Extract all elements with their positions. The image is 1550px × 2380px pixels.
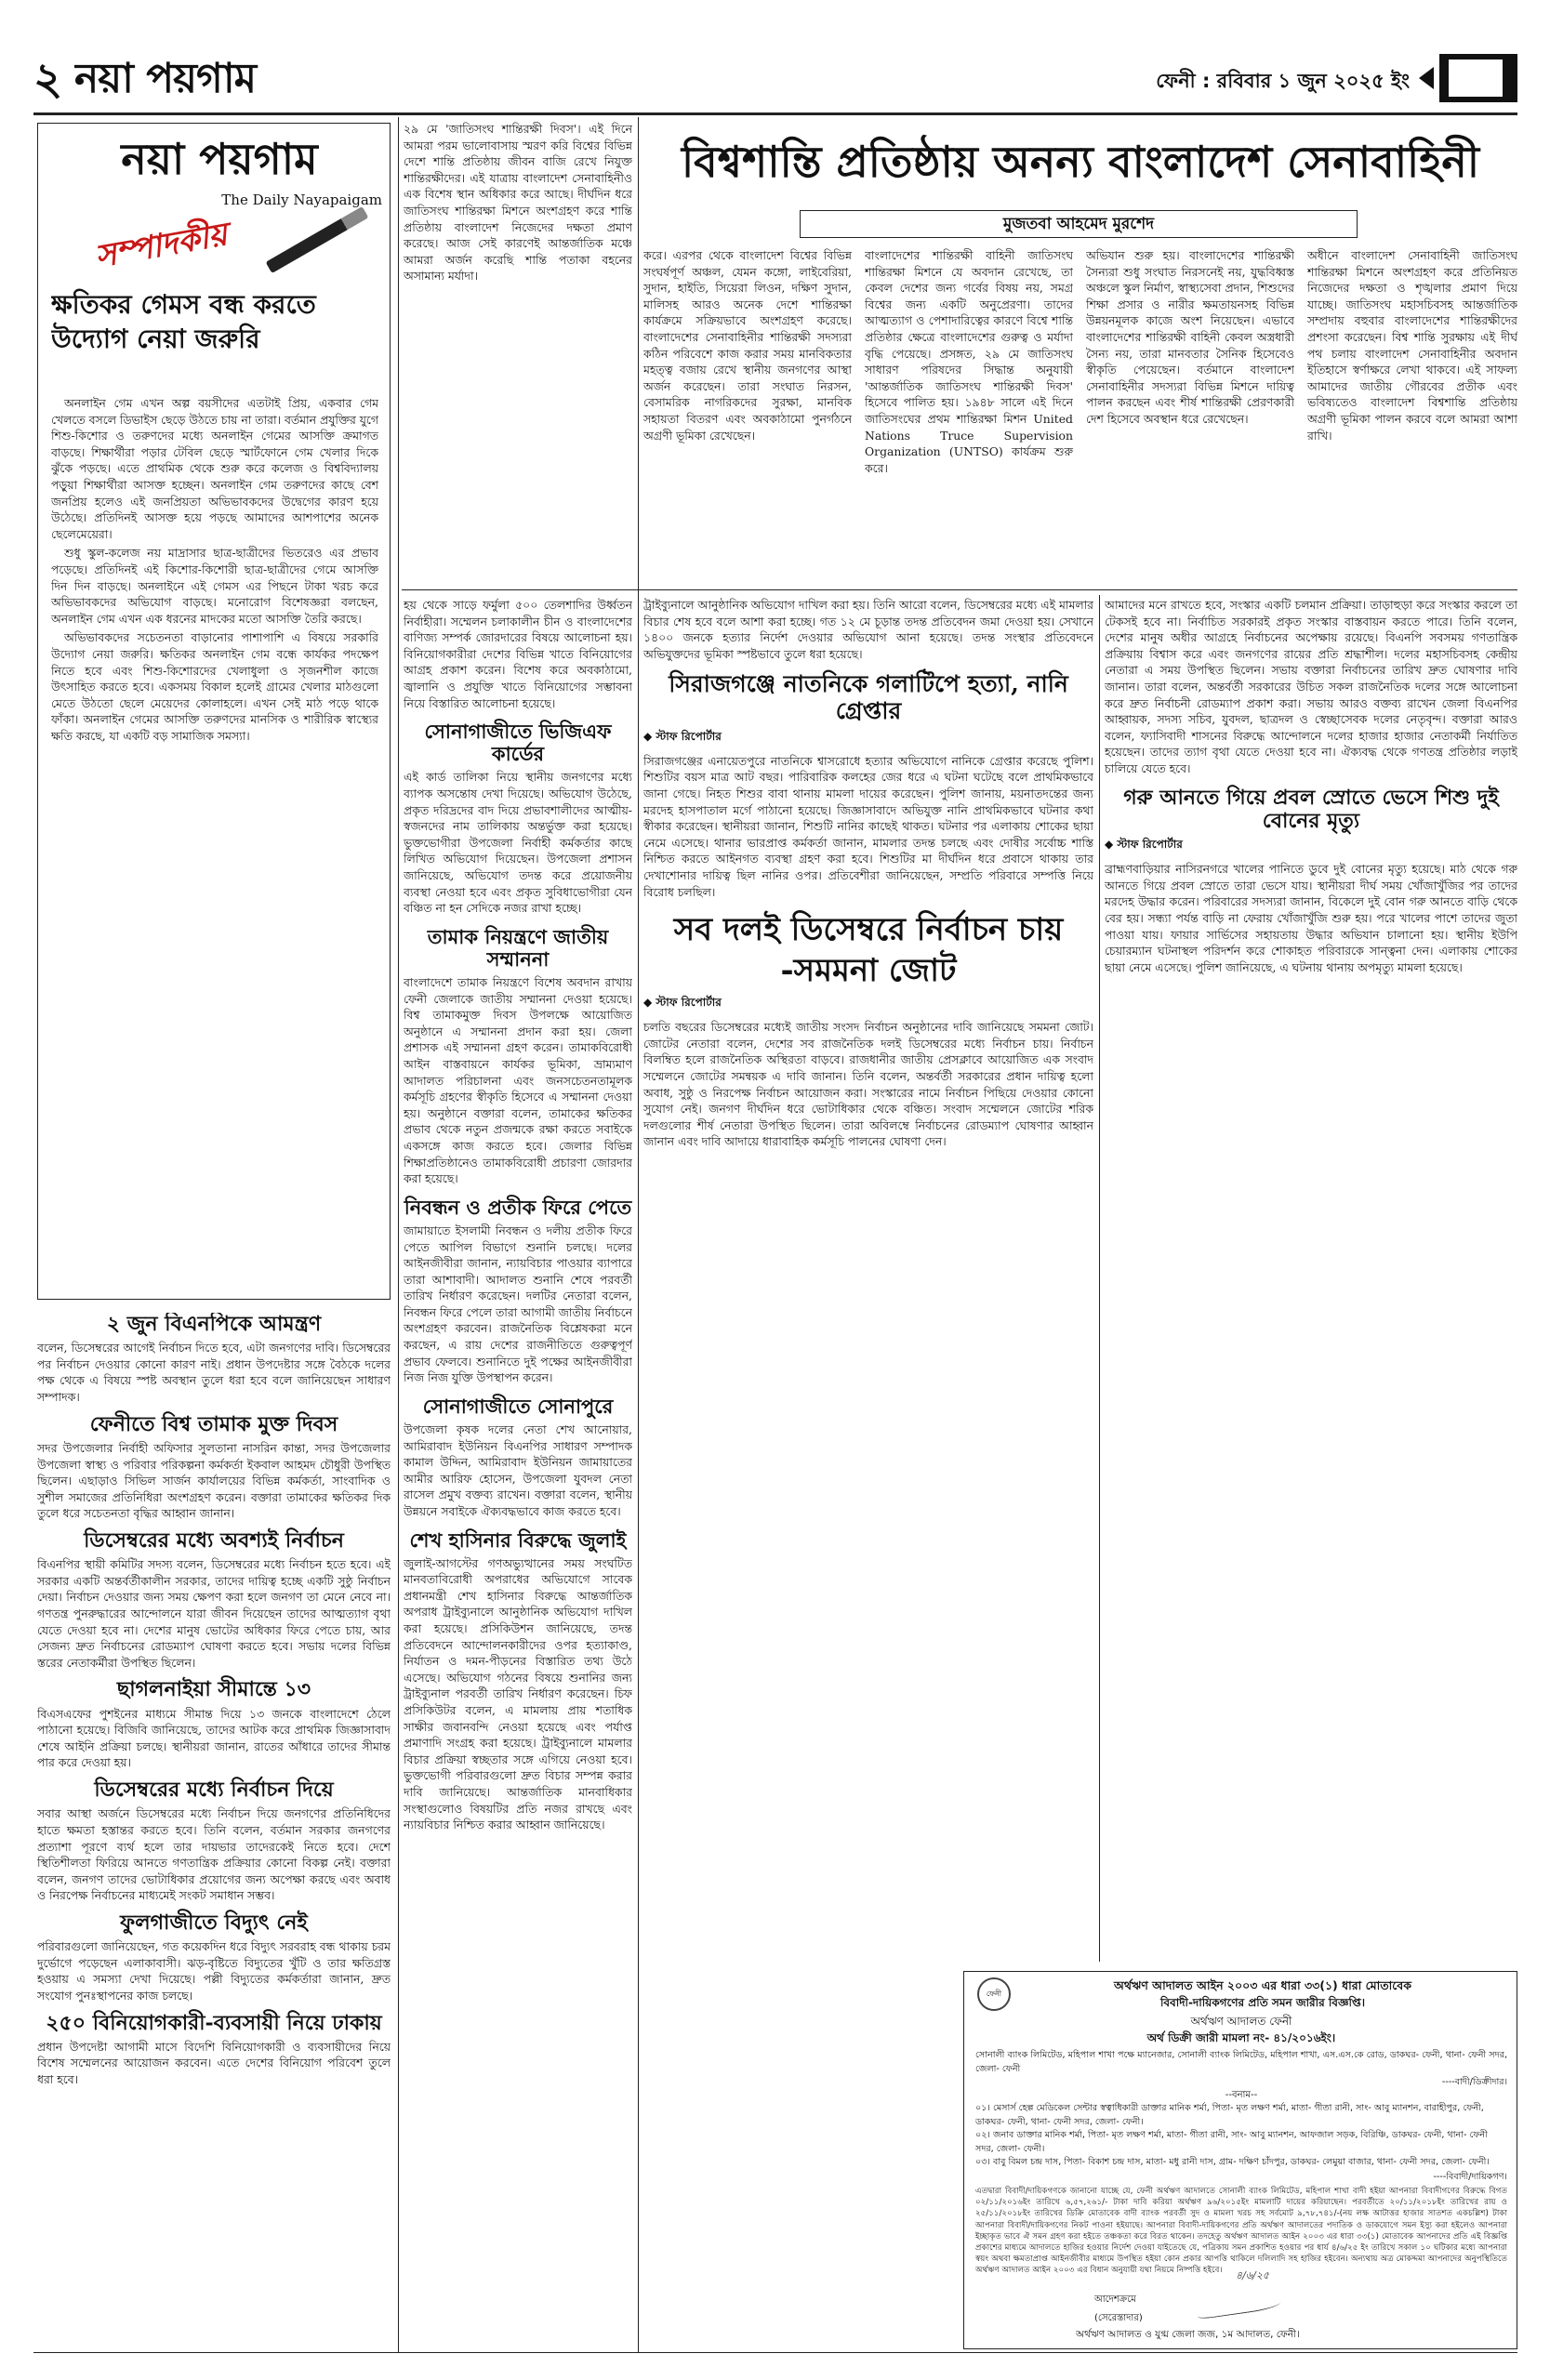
headline: সোনাগাজীতে ভিজিএফ কার্ডের [424, 720, 612, 766]
article-body: বলেন, ডিসেম্বরের আগেই নির্বাচন দিতে হবে, এটা জনগণের দাবি। ডিসেম্বরের পর নির্বাচন দেওয়ার কোনো কারণ নাই। প্রধান উপদেষ্টার সঙ্গে বৈঠকে দলের পক্ষ থেকে এ বিষয়ে স্পষ্ট অবস্থান তুলে ধরা হবে বলে জানিয়েছেন সাধারণ সম্পাদক। [37, 1341, 391, 1405]
article-body: জামায়াতে ইসলামী নিবন্ধন ও দলীয় প্রতীক ফিরে পেতে আপিল বিভাগে শুনানি চলছে। দলের আইনজীবীরা জানান, ন্যায়বিচার পাওয়ার ব্যাপারে তারা আশাবাদী। আদালত শুনানি শেষে পরবর্তী তারিখ নির্ধারণ করেছেন। দলটির নেতারা বলেন, নিবন্ধন ফিরে পেলে তারা আগামী জাতীয় নির্বাচনে অংশগ্রহণ করবেন। রাজনৈতিক বিশ্লেষকরা মনে করছেন, এ রায় দেশের রাজনীতিতে গুরুত্বপূর্ণ প্রভাব ফেলবে। শুনানিতে দুই পক্ষের আইনজীবীরা নিজ নিজ যুক্তি উপস্থাপন করেন। [404, 1223, 632, 1385]
headline: ২৫০ বিনিয়োগকারী-ব্যবসায়ী নিয়ে ঢাকায় [46, 2010, 382, 2035]
page-header [33, 46, 1517, 112]
article-body: পরিবারগুলো জানিয়েছেন, গত কয়েকদিন ধরে বিদ্যুৎ সরবরাহ বন্ধ থাকায় চরম দুর্ভোগে পড়েছেন এলাকাবাসী। ঝড়-বৃষ্টিতে বিদ্যুতের খুঁটি ও তার ক্ষতিগ্রস্ত হওয়ায় এ সমস্যা দেখা দিয়েছে। পল্লী বিদ্যুতের কর্মকর্তারা জানান, দ্রুত সংযোগ পুনঃস্থাপনের কাজ চলছে। [37, 1939, 391, 2003]
article-body: করে। এরপর থেকে বাংলাদেশ বিশ্বের বিভিন্ন সংঘর্ষপূর্ণ অঞ্চল, যেমন কঙ্গো, লাইবেরিয়া, সুদান, হাইতি, সিয়েরা লিওন, দক্ষিণ সুদান, মালিসহ আরও অনেক দেশে শান্তিরক্ষা কার্যক্রমে সক্রিয়ভাবে অংশগ্রহণ করেছে। বাংলাদেশের সেনাবাহিনীর শান্তিরক্ষী সদস্যরা কঠিন পরিবেশে কাজ করার সময় মানবিকতার মহত্ত্ব বজায় রেখে স্থানীয় জনগণের আস্থা অর্জন করেছেন। তারা সংঘাত নিরসন, বেসামরিক নাগরিকদের সুরক্ষা, মানবিক সহায়তা বিতরণ এবং অবকাঠামো পুনর্গঠনে অগ্রণী ভূমিকা রেখেছেন। [643, 248, 852, 443]
notice-case-number: অর্থ ডিক্রী জারী মামলা নং- ৪১/২০১৬ইং। [1146, 2031, 1336, 2044]
notice-subheading: বিবাদী-দায়িকগণের প্রতি সমন জারীর বিজ্ঞপ্তি। [1159, 1996, 1366, 2009]
notice-body: এতদ্বারা বিবাদী/দায়িকগণকে জানানো যাচ্ছে যে, ফেনী অর্থঋণ আদালতে সোনালী ব্যাংক লিমিটেড, মহিপাল শাখা বাদী হইয়া আপনারা বিবাদীগণের বিরুদ্ধে বিগত ০২/১১/২০১৬ইং তারিখে ৬,৫৭,২৬১/- টাকা দাবি করিয়া অর্থঋণ ৯৬/২০১৫ইং মামলাটি দায়ের করিয়াছেন। পরবর্তীতে ২০/১১/২০১৮ইং তারিখের রায় ও ২৫/১১/২০১৮ইং তারিখের ডিক্রি মোতাবেক বাদী ব্যাংক পরবর্তী সুদ ও মামলা খরচ সহ সর্বমোট ৯,৭৮,৭৪১/-(নয় লক্ষ আটাত্তর হাজার সাতশত একচল্লিশ) টাকা আপনারা বিবাদী/দায়িকগণের নিকট পাওনা হইয়াছে। আপনারা বিবাদী-দায়িকগণের প্রতি অর্থঋণ আদালতের পদাতিক ও ডাকযোগে সমন ইস্যু করা হইলেও আপনারা ইচ্ছাকৃত ভাবে ঐ সমন গ্রহণ করা হইতে তঞ্চকতা করে বিরত থাকেন। তদহেতু অর্থঋণ আদালত আইন ২০০৩ এর ধারা ৩৩(১) মোতাবেক আপনাদের প্রতি এই বিজ্ঞপ্তি প্রকাশের মাধ্যমে আদালতে হাজির হওয়ার নির্দেশ দেওয়া যাইতেছে যে, পত্রিকায় সমন প্রকাশিত হওয়ার পর ধার্য ৪/৬/২৫ ইং তারিখে সকাল ১০ ঘটিকার মধ্যে আপনারা স্বয়ং অথবা ক্ষমতাপ্রাপ্ত আইনজীবীর মাধ্যমে উপস্থিত হইয়া কোন প্রকার আপত্তি থাকিলে দলিলাদি সহ হাজির হইবেন। অন্যথায় অত্র মোকদ্দমা আপনাদের অনুপস্থিতিতে অর্থঋণ আদালত আইন ২০০৩ এর বিধান অনুযায়ী যথা নিয়মে নিষ্পত্তি হইবে। [975, 2187, 1507, 2276]
section-rule [402, 589, 1517, 590]
article-body: বাংলাদেশে তামাক নিয়ন্ত্রণে বিশেষ অবদান রাখায় ফেনী জেলাকে জাতীয় সম্মাননা দেওয়া হয়েছে। বিশ্ব তামাকমুক্ত দিবস উপলক্ষে আয়োজিত অনুষ্ঠানে এ সম্মাননা প্রদান করা হয়। জেলা প্রশাসক এই সম্মাননা গ্রহণ করেন। তামাকবিরোধী আইন বাস্তবায়নে কার্যকর ভূমিকা, ভ্রাম্যমাণ আদালত পরিচালনা এবং জনসচেতনতামূলক কর্মসূচি গ্রহণের স্বীকৃতি হিসেবে এ সম্মাননা দেওয়া হয়। অনুষ্ঠানে বক্তারা বলেন, তামাকের ক্ষতিকর প্রভাব থেকে নতুন প্রজন্মকে রক্ষা করতে সবাইকে একসঙ্গে কাজ করতে হবে। জেলার বিভিন্ন শিক্ষাপ্রতিষ্ঠানেও তামাকবিরোধী প্রচারণা জোরদার করা হয়েছে। [404, 975, 632, 1186]
headline: ছাগলনাইয়া সীমান্তে ১৩ [116, 1677, 311, 1702]
lead-story-intro: ২৯ মে 'জাতিসংঘ শান্তিরক্ষী দিবস'। এই দিনে আমরা পরম ভালোবাসায় স্মরণ করি বিশ্বের বিভিন্ন দেশে শান্তি প্রতিষ্ঠায় জীবন বাজি রেখে নিযুক্ত শান্তিরক্ষীদের। এই যাত্রায় বাংলাদেশ সেনাবাহিনীও এক বিশেষ স্থান অধিকার করে আছে। দীর্ঘদিন ধরে জাতিসংঘ শান্তিরক্ষা মিশনে অংশগ্রহণ করে শান্তি প্রতিষ্ঠায় বাংলাদেশ নিজেদের দক্ষতা প্রমাণ করেছে। আজ সেই কারণেই আন্তর্জাতিক মঞ্চে আমরা অর্জন করেছি শান্তি পতাকা বহনের অসামান্য মর্যাদা। [404, 122, 632, 284]
notice-defendant-role: ----বিবাদী/দায়িকগণ। [1433, 2172, 1507, 2182]
editorial-section-label: সম্পাদকীয় [92, 216, 231, 276]
masthead-small: নয়া পয়গাম [74, 55, 257, 102]
article-body: ট্রাইব্যুনালে আনুষ্ঠানিক অভিযোগ দাখিল করা হয়। তিনি আরো বলেন, ডিসেম্বরের মধ্যে এই মামলার বিচার শেষ হবে বলে আশা করা হচ্ছে। গত ১২ মে চূড়ান্ত তদন্ত প্রতিবেদন জমা দেওয়া হয়। সেখানে ১৪০০ জনকে হত্যার নির্দেশ দেওয়ার অভিযোগ আনা হয়েছে। তদন্ত সংস্থার প্রতিবেদনে অভিযুক্তদের ভূমিকা স্পষ্টভাবে তুলে ধরা হয়েছে। [643, 598, 1093, 661]
byline-text: স্টাফ রিপোর্টার [656, 729, 722, 743]
seal-text: ফেনী [986, 1990, 1002, 1998]
article-body: সিরাজগঞ্জের এনায়েতপুরে নাতনিকে শ্বাসরোধে হত্যার অভিযোগে নানিকে গ্রেপ্তার করেছে পুলিশ। শিশুটির বয়স মাত্র আট বছর। পারিবারিক কলহের জের ধরে এ ঘটনা ঘটেছে বলে প্রাথমিকভাবে জানা গেছে। নিহত শিশুর বাবা থানায় মামলা দায়ের করেছেন। পুলিশ জানায়, ময়নাতদন্তের জন্য মরদেহ হাসপাতাল মর্গে পাঠানো হয়েছে। জিজ্ঞাসাবাদে অভিযুক্ত নানি প্রাথমিকভাবে ঘটনার কথা স্বীকার করেছেন। স্থানীয়রা জানান, শিশুটি নানির কাছেই থাকত। ঘটনার পর এলাকায় শোকের ছায়া নেমে এসেছে। থানার ভারপ্রাপ্ত কর্মকর্তা জানান, মামলার তদন্ত চলছে এবং দোষীর সর্বোচ্চ শাস্তি নিশ্চিত করতে আইনগত ব্যবস্থা গ্রহণ করা হবে। শিশুটির মা দীর্ঘদিন ধরে প্রবাসে থাকায় তার দেখাশোনার দায়িত্ব ছিল নানির ওপর। প্রতিবেশীরা জানিয়েছেন, সম্প্রতি পরিবারে সম্পত্তি নিয়ে বিরোধ চলছিল। [643, 753, 1093, 899]
headline: ২ জুন বিএনপিকে আমন্ত্রণ [106, 1313, 322, 1336]
court-seal-icon [977, 1977, 1011, 2011]
lead-story-byline: মুজতবা আহমেদ মুরশেদ [800, 210, 1358, 238]
headline: নিবন্ধন ও প্রতীক ফিরে পেতে [404, 1195, 632, 1219]
article-body: হয় থেকে সাড়ে ফর্মুলা ৫০০ তেলশাদির উর্ধ্বতন নির্বাহীরা। সম্মেলন চলাকালীন চীন ও বাংলাদেশের বাণিজ্য সম্পর্ক জোরদারের বিষয়ে আলোচনা হয়। বিনিয়োগকারীরা দেশের বিভিন্ন খাতে বিনিয়োগের আগ্রহ প্রকাশ করেন। বিশেষ করে অবকাঠামো, জ্বালানি ও প্রযুক্তি খাতে বিনিয়োগের সম্ভাবনা নিয়ে বিস্তারিত আলোচনা হয়েছে। [404, 598, 632, 710]
defendant-entry: ০১। মেসার্স হেল্প মেডিকেল সেন্টার স্বত্বাধিকারী ডাক্তার মানিক শর্মা, পিতা- মৃত লক্ষণ শর্মা, মাতা- গীতা রানী, সাং- আবু ম্যানশন, বারাহীপুর, ফেনী, ডাকঘর- ফেনী, থানা- ফেনী সদর, জেলা- ফেনী। [975, 2103, 1484, 2127]
byline: ◆ স্টাফ রিপোর্টার [643, 996, 722, 1010]
bottom-rule [33, 2352, 1517, 2353]
headline: গরু আনতে গিয়ে প্রবল স্রোতে ভেসে শিশু দুই বোনের মৃত্যু [1123, 785, 1499, 833]
editorial-logo: নয়া পয়গাম [121, 134, 318, 184]
headline: ডিসেম্বরের মধ্যে নির্বাচন দিয়ে [94, 1778, 334, 1803]
notice-signature-role: (সেরেস্তাদার) [1094, 2313, 1143, 2323]
paragraph: অভিভাবকদের সচেতনতা বাড়ানোর পাশাপাশি এ বিষয়ে সরকারি উদ্যোগ নেয়া জরুরি। ক্ষতিকর অনলাইন গেম বন্ধে কার্যকর পদক্ষেপ নিতে হবে এবং শিশু-কিশোরদের খেলাধুলা ও সৃজনশীল কাজে উৎসাহিত করতে হবে। একসময় বিকাল হলেই গ্রামের খেলার মাঠগুলো মেতে উঠতো ছেলে মেয়েদের কোলাহলে। এখন সেই মাঠ পড়ে থাকে ফাঁকা। অনলাইন গেমের আসক্তি তরুণদের মানসিক ও শারীরিক স্বাস্থ্যের ক্ষতি করছে, যা একটি বড় সামাজিক সমস্যা। [51, 630, 378, 743]
notice-order-label: আদেশক্রমে [1094, 2294, 1136, 2305]
notice-plaintiff: সোনালী ব্যাংক লিমিটেড, মহিপাল শাখা পক্ষে ম্যানেজার, সোনালী ব্যাংক লিমিটেড, মহিপাল শাখা, এস.এস.কে রোড, ডাকঘর- ফেনী, থানা- ফেনী সদর, জেলা- ফেনী [975, 2050, 1507, 2074]
lead-story-headline: বিশ্বশান্তি প্রতিষ্ঠায় অনন্য বাংলাদেশ সেনাবাহিনী [682, 137, 1479, 187]
byline: ◆ স্টাফ রিপোর্টার [1105, 838, 1183, 852]
editorial-body [51, 395, 378, 1288]
news-column-3 [643, 597, 1093, 1962]
headline: ফুলগাজীতে বিদ্যুৎ নেই [120, 1910, 308, 1935]
article-body: আমাদের মনে রাখতে হবে, সংস্কার একটি চলমান প্রক্রিয়া। তাড়াহুড়া করে সংস্কার করলে তা টেকসই হবে না। নির্বাচিত সরকারই প্রকৃত সংস্কার বাস্তবায়ন করতে পারে। তিনি বলেন, দেশের মানুষ অধীর আগ্রহে নির্বাচনের অপেক্ষায় রয়েছে। বিএনপি সবসময় গণতান্ত্রিক প্রক্রিয়ায় বিশ্বাস করে এবং জনগণের রায়ের প্রতি শ্রদ্ধাশীল। দলের মহাসচিবসহ কেন্দ্রীয় নেতারা এ সময় উপস্থিত ছিলেন। সভায় বক্তারা নির্বাচনের তারিখ দ্রুত ঘোষণার দাবি জানান। তারা বলেন, অন্তর্বর্তী সরকারের উচিত সকল রাজনৈতিক দলের সঙ্গে আলোচনা করে দ্রুত নির্বাচনী রোডম্যাপ প্রকাশ করা। সভায় আরও বক্তব্য রাখেন জেলা বিএনপির আহ্বায়ক, সদস্য সচিব, যুবদল, ছাত্রদল ও স্বেচ্ছাসেবক দলের নেতৃবৃন্দ। বক্তারা আরও বলেন, ফ্যাসিবাদী শাসনের বিরুদ্ধে আন্দোলনে দলের হাজার হাজার নেতাকর্মী নির্যাতিত হয়েছেন। তাদের ত্যাগ বৃথা যেতে দেওয়া হবে না। ঐক্যবদ্ধ থেকে গণতন্ত্র প্রতিষ্ঠার লড়াই চালিয়ে যেতে হবে। [1105, 598, 1517, 775]
article-body: সবার আস্থা অর্জনে ডিসেম্বরের মধ্যে নির্বাচন দিয়ে জনগণের প্রতিনিধিদের হাতে ক্ষমতা হস্তান্তর করতে হবে। তিনি বলেন, বর্তমান সরকার জনগণের প্রত্যাশা পূরণে ব্যর্থ হলে তার দায়ভার তাদেরকেই নিতে হবে। দেশে স্থিতিশীলতা ফিরিয়ে আনতে গণতান্ত্রিক প্রক্রিয়ার কোনো বিকল্প নেই। বক্তারা বলেন, জনগণ তাদের ভোটাধিকার প্রয়োগের জন্য অপেক্ষা করছে এবং অবাধ ও নিরপেক্ষ নির্বাচনের মাধ্যমেই সংকট সমাধান সম্ভব। [37, 1806, 391, 1903]
byline: ◆ স্টাফ রিপোর্টার [643, 729, 722, 743]
article-body: ব্রাহ্মণবাড়িয়ার নাসিরনগরে খালের পানিতে ডুবে দুই বোনের মৃত্যু হয়েছে। মাঠ থেকে গরু আনতে গিয়ে প্রবল স্রোতে তারা ভেসে যায়। স্থানীয়রা দীর্ঘ সময় খোঁজাখুঁজির পর তাদের মরদেহ উদ্ধার করেন। পরিবারের সদস্যরা জানান, বিকেলে দুই বোন গরু আনতে বাড়ি থেকে বের হয়। সন্ধ্যা পর্যন্ত বাড়ি না ফেরায় খোঁজাখুঁজি শুরু হয়। পরে খালের পাশে তাদের জুতা পাওয়া যায়। ফায়ার সার্ভিসের সহায়তায় উদ্ধার অভিযান চালানো হয়। স্থানীয় ইউপি চেয়ারম্যান ঘটনাস্থল পরিদর্শন করে শোকাহত পরিবারকে সান্ত্বনা দেন। এলাকায় শোকের ছায়া নেমে এসেছে। পুলিশ জানিয়েছে, এ ঘটনায় থানায় অপমৃত্যু মামলা হয়েছে। [1105, 862, 1517, 974]
header-rule [33, 112, 1517, 115]
page-number: ২ [33, 53, 63, 105]
notice-heading: অর্থঋণ আদালত আইন ২০০৩ এর ধারা ৩৩(১) ধারা মোতাবেক [1114, 1978, 1411, 1992]
left-news-column [37, 1313, 391, 2349]
article-body: অভিযান শুরু হয়। বাংলাদেশের শান্তিরক্ষী সৈন্যরা শুধু সংঘাত নিরসনেই নয়, যুদ্ধবিধ্বস্ত অঞ্চলে স্কুল নির্মাণ, স্বাস্থ্যসেবা প্রদান, শিশুদের শিক্ষা প্রসার ও নারীর ক্ষমতায়নসহ বিভিন্ন উন্নয়নমূলক কাজে অংশ নিয়েছেন। এভাবে বাংলাদেশের শান্তিরক্ষী বাহিনী কেবল অস্ত্রধারী সৈন্য নয়, তারা মানবতার সৈনিক হিসেবেও স্বীকৃতি পেয়েছেন। বর্তমানে বাংলাদেশ সেনাবাহিনীর সদস্যরা বিভিন্ন মিশনে দায়িত্ব পালন করছেন এবং শীর্ষ শান্তিরক্ষী প্রেরণকারী দেশ হিসেবে অবস্থান ধরে রেখেছেন। [1086, 248, 1294, 426]
notice-plaintiff-role: ----বাদী/ডিক্রীদার। [1441, 2077, 1507, 2087]
headline: শেখ হাসিনার বিরুদ্ধে জুলাই [409, 1527, 627, 1552]
paragraph: অনলাইন গেম এখন অল্প বয়সীদের এতটাই প্রিয়, একবার গেম খেলতে বসলে ডিভাইস ছেড়ে উঠতে চায় না তারা। বর্তমান প্রযুক্তির যুগে শিশু-কিশোর ও তরুণদের মধ্যে অনলাইন গেমের আসক্তি ক্রমাগত বাড়ছে। শিক্ষার্থীরা পড়ার টেবিল ছেড়ে স্মার্টফোনে গেম খেলার দিকে ঝুঁকে পড়ছে। এতে প্রাথমিক থেকে শুরু করে কলেজ ও বিশ্ববিদ্যালয় পড়ুয়া শিক্ষার্থীরা আসক্ত হচ্ছেন। অনলাইন গেম তরুণদের কাছে বেশ জনপ্রিয় হলেও এই জনপ্রিয়তা অভিভাবকদের উদ্বেগের কারণ হয়ে উঠেছে। প্রতিদিনই আসক্ত হয়ে পড়ছে আমাদের আশপাশের অনেক ছেলেমেয়েরা। [51, 396, 378, 541]
article-body: চলতি বছরের ডিসেম্বরের মধ্যেই জাতীয় সংসদ নির্বাচন অনুষ্ঠানের দাবি জানিয়েছে সমমনা জোট। জোটের নেতারা বলেন, দেশের সব রাজনৈতিক দলই ডিসেম্বরের মধ্যে নির্বাচন চায়। নির্বাচন বিলম্বিত হলে রাজনৈতিক অস্থিরতা বাড়বে। রাজধানীর জাতীয় প্রেসক্লাবে আয়োজিত এক সংবাদ সম্মেলনে জোটের সমন্বয়ক এ দাবি জানান। তিনি বলেন, অন্তর্বর্তী সরকারের প্রধান দায়িত্ব হলো অবাধ, সুষ্ঠু ও নিরপেক্ষ নির্বাচন আয়োজন করা। সংস্কারের নামে নির্বাচন পিছিয়ে দেওয়ার কোনো সুযোগ নেই। জনগণ দীর্ঘদিন ধরে ভোটাধিকার থেকে বঞ্চিত। সংবাদ সম্মেলনে জোটের শরিক দলগুলোর শীর্ষ নেতারা উপস্থিত ছিলেন। তারা অবিলম্বে নির্বাচনের রোডম্যাপ ঘোষণার আহ্বান জানান এবং দাবি আদায়ে ধারাবাহিক কর্মসূচি পালনের ঘোষণা দেন। [643, 1020, 1093, 1149]
headline: ফেনীতে বিশ্ব তামাক মুক্ত দিবস [89, 1411, 338, 1436]
column-rule [1099, 595, 1100, 1962]
column-rule [638, 117, 639, 2353]
lead-story-body [643, 247, 1517, 582]
news-column-2 [404, 597, 632, 2349]
page-tab-box-inner [1449, 60, 1503, 97]
article-body: বিএসএফের পুশইনের মাধ্যমে সীমান্ত দিয়ে ১৩ জনকে বাংলাদেশে ঠেলে পাঠানো হয়েছে। বিজিবি জানিয়েছে, তাদের আটক করে প্রাথমিক জিজ্ঞাসাবাদ শেষে আইনি প্রক্রিয়া চলছে। স্থানীয়রা জানান, রাতের আঁধারে তাদের সীমান্ত পার করে দেওয়া হয়। [37, 1706, 391, 1770]
headline: ডিসেম্বরের মধ্যে অবশ্যই নির্বাচন [84, 1527, 344, 1553]
page-tab-arrow-icon [1419, 67, 1434, 89]
notice-versus: --বনাম-- [1225, 2090, 1258, 2100]
editorial-title: ক্ষতিকর গেমস বন্ধ করতে উদ্যোগ নেয়া জরুরি [51, 289, 316, 354]
news-column-4 [1105, 597, 1517, 1962]
article-body: প্রধান উপদেষ্টা আগামী মাসে বিদেশি বিনিয়োগকারী ও ব্যবসায়ীদের নিয়ে বিশেষ সম্মেলনের আয়োজন করবেন। এতে দেশের বিনিয়োগ পরিবেশ তুলে ধরা হবে। [37, 2039, 391, 2087]
article-body: অধীনে বাংলাদেশ সেনাবাহিনী জাতিসংঘ শান্তিরক্ষা মিশনে অংশগ্রহণ করে প্রতিনিয়ত নিজেদের দক্ষতা ও শৃঙ্খলার প্রমাণ দিয়ে যাচ্ছে। জাতিসংঘ মহাসচিবসহ আন্তর্জাতিক সম্প্রদায় বহুবার বাংলাদেশের শান্তিরক্ষীদের প্রশংসা করেছেন। বিশ্ব শান্তি সুরক্ষায় এই দীর্ঘ পথ চলায় বাংলাদেশ সেনাবাহিনীর অবদান ইতিহাসে স্বর্ণাক্ষরে লেখা থাকবে। এই সাফল্য আমাদের জাতীয় গৌরবের প্রতীক এবং ভবিষ্যতেও বাংলাদেশ বিশ্বশান্তি প্রতিষ্ঠায় অগ্রণী ভূমিকা পালন করবে বলে আমরা আশা রাখি। [1307, 248, 1517, 443]
handwritten-date: ৪/৬/২৫ [1236, 2269, 1269, 2281]
paragraph: শুধু স্কুল-কলেজ নয় মাদ্রাসার ছাত্র-ছাত্রীদের ভিতরেও এর প্রভাব পড়েছে। প্রতিদিনই এই কিশোর-কিশোরী ছাত্র-ছাত্রীদের গেমে আসক্তি দিন দিন বাড়ছে। অনলাইনে এই গেমস এর পিছনে টাকা খরচ করে অভিভাবকদের অভিযোগ বাড়ছে। মনোরোগ বিশেষজ্ঞরা বলছেন, অনলাইন গেম এখন এক ধরনের মাদকের মতো আসক্তি তৈরি করছে। [51, 546, 378, 626]
editorial-logo-english: The Daily Nayapaigam [221, 192, 382, 208]
headline: সিরাজগঞ্জে নাতনিকে গলাটিপে হত্যা, নানি গ্রেপ্তার [669, 670, 1068, 725]
headline: তামাক নিয়ন্ত্রণে জাতীয় সম্মাননা [427, 924, 609, 971]
byline-text: স্টাফ রিপোর্টার [1117, 838, 1183, 852]
notice-signature-office: অর্থঋণ আদালত ও যুগ্ম জেলা জজ, ১ম আদালত, ফেনী। [1076, 2329, 1300, 2340]
headline: সোনাগাজীতে সোনাপুরে [422, 1394, 614, 1418]
notice-court: অর্থঋণ আদালত ফেনী [1190, 2015, 1292, 2028]
column-rule [398, 117, 399, 2353]
defendant-entry: ০৩। বাবু বিমল চন্দ্র দাস, পিতা- বিকাশ চন্দ্র দাস, মাতা- মধু রানী দাস, গ্রাম- দক্ষিণ চাঁদপুর, ডাকঘর- লেমুয়া বাজার, থানা- ফেনী সদর, জেলা- ফেনী। [975, 2157, 1490, 2167]
editorial-box [37, 123, 391, 1300]
article-body: বিএনপির স্থায়ী কমিটির সদস্য বলেন, ডিসেম্বরের মধ্যে নির্বাচন হতে হবে। এই সরকার একটি অন্তর্বর্তীকালীন সরকার, তাদের দায়িত্ব হচ্ছে একটি সুষ্ঠু নির্বাচন দেয়া। নির্বাচন দেওয়ার জন্য সময় ক্ষেপণ করা হলে জনগণ তা মেনে নেবে না। গণতন্ত্র পুনরুদ্ধারের আন্দোলনে যারা জীবন দিয়েছেন তাদের আত্মত্যাগ বৃথা যেতে দেওয়া হবে না। দেশের মানুষ ভোটের অধিকার ফিরে পেতে চায়, আর সেজন্য দ্রুত নির্বাচনের রোডম্যাপ ঘোষণা করতে হবে। সভায় দলের বিভিন্ন স্তরের নেতাকর্মীরা উপস্থিত ছিলেন। [37, 1557, 391, 1670]
article-body: সদর উপজেলার নির্বাহী অফিসার সুলতানা নাসরিন কান্তা, সদর উপজেলার উপজেলা স্বাস্থ্য ও পরিবার পরিকল্পনা কর্মকর্তা ইকবাল আহমদ চৌধুরী উপস্থিত ছিলেন। এছাড়াও সিভিল সার্জন কার্যালয়ের বিভিন্ন কর্মকর্তা, সাংবাদিক ও সুশীল সমাজের প্রতিনিধিরা অংশগ্রহণ করেন। বক্তারা তামাকের ক্ষতিকর দিক তুলে ধরে সচেতনতা বৃদ্ধির আহ্বান জানান। [37, 1440, 391, 1521]
legal-notice [963, 1971, 1517, 2349]
dateline: ফেনী : রবিবার ১ জুন ২০২৫ ইং [1156, 70, 1410, 92]
byline-text: স্টাফ রিপোর্টার [656, 996, 722, 1010]
article-body: উপজেলা কৃষক দলের নেতা শেখ আনোয়ার, আমিরাবাদ ইউনিয়ন বিএনপির সাধারণ সম্পাদক কামাল উদ্দিন, আমিরাবাদ ইউনিয়ন জামায়াতের আমীর আরিফ হোসেন, উপজেলা যুবদল নেতা রাসেল প্রমুখ বক্তব্য রাখেন। বক্তারা বলেন, স্থানীয় উন্নয়নে সবাইকে ঐক্যবদ্ধভাবে কাজ করতে হবে। [404, 1422, 632, 1518]
article-body: বাংলাদেশের শান্তিরক্ষী বাহিনী জাতিসংঘ শান্তিরক্ষা মিশনে যে অবদান রেখেছে, তা কেবল দেশের জন্য গর্বের বিষয় নয়, সমগ্র বিশ্বের জন্য একটি অনুপ্রেরণা। তাদের আত্মত্যাগ ও পেশাদারিত্বের কারণে বিশ্বে শান্তি প্রতিষ্ঠার ক্ষেত্রে বাংলাদেশের গুরুত্ব ও মর্যাদা বৃদ্ধি পেয়েছে। প্রসঙ্গত, ২৯ মে জাতিসংঘ সাধারণ পরিষদের সিদ্ধান্ত অনুযায়ী 'আন্তর্জাতিক জাতিসংঘ শান্তিরক্ষী দিবস' হিসেবে পালিত হয়। ১৯৪৮ সালে এই দিনে জাতিসংঘের প্রথম শান্তিরক্ষা মিশন United Nations Truce Supervision Organization (UNTSO) কার্যক্রম শুরু করে। [865, 248, 1073, 475]
headline: সব দলই ডিসেম্বরে নির্বাচন চায় -সমমনা জোট [673, 911, 1064, 990]
notice-defendants [975, 2102, 1507, 2171]
article-body: জুলাই-আগস্টের গণঅভ্যুত্থানের সময় সংঘটিত মানবতাবিরোধী অপরাধের অভিযোগে সাবেক প্রধানমন্ত্রী শেখ হাসিনার বিরুদ্ধে আন্তর্জাতিক অপরাধ ট্রাইব্যুনালে আনুষ্ঠানিক অভিযোগ দাখিল করা হয়েছে। প্রসিকিউশন জানিয়েছে, তদন্ত প্রতিবেদনে আন্দোলনকারীদের ওপর হত্যাকাণ্ড, নির্যাতন ও দমন-পীড়নের বিস্তারিত তথ্য উঠে এসেছে। অভিযোগ গঠনের বিষয়ে শুনানির জন্য ট্রাইব্যুনাল পরবর্তী তারিখ নির্ধারণ করেছেন। চিফ প্রসিকিউটর বলেন, এ মামলায় প্রায় শতাধিক সাক্ষীর জবানবন্দি নেওয়া হয়েছে এবং পর্যাপ্ত প্রমাণাদি সংগ্রহ করা হয়েছে। ট্রাইব্যুনালে মামলার বিচার প্রক্রিয়া স্বচ্ছতার সঙ্গে এগিয়ে নেওয়া হবে। ভুক্তভোগী পরিবারগুলো দ্রুত বিচার সম্পন্ন করার দাবি জানিয়েছে। আন্তর্জাতিক মানবাধিকার সংস্থাগুলোও বিষয়টির প্রতি নজর রাখছে এবং ন্যায়বিচার নিশ্চিত করার আহ্বান জানিয়েছে। [404, 1555, 632, 1832]
article-body: এই কার্ড তালিকা নিয়ে স্থানীয় জনগণের মধ্যে ব্যাপক অসন্তোষ দেখা দিয়েছে। অভিযোগ উঠেছে, প্রকৃত দরিদ্রদের বাদ দিয়ে প্রভাবশালীদের আত্মীয়-স্বজনদের নাম তালিকায় অন্তর্ভুক্ত করা হয়েছে। ভুক্তভোগীরা উপজেলা নির্বাহী কর্মকর্তার কাছে লিখিত অভিযোগ দিয়েছেন। উপজেলা প্রশাসন জানিয়েছে, অভিযোগ তদন্ত করে প্রয়োজনীয় ব্যবস্থা নেওয়া হবে এবং প্রকৃত সুবিধাভোগীরা যেন বঞ্চিত না হন সেদিকে নজর রাখা হচ্ছে। [404, 770, 632, 916]
defendant-entry: ০২। জনাব ডাক্তার মানিক শর্মা, পিতা- মৃত লক্ষণ শর্মা, মাতা- গীতা রানী, সাং- আবু ম্যানশন, আফজাল সড়ক, বিরিঞ্চি, ডাকঘর- ফেনী, থানা- ফেনী সদর, জেলা- ফেনী। [975, 2130, 1488, 2154]
